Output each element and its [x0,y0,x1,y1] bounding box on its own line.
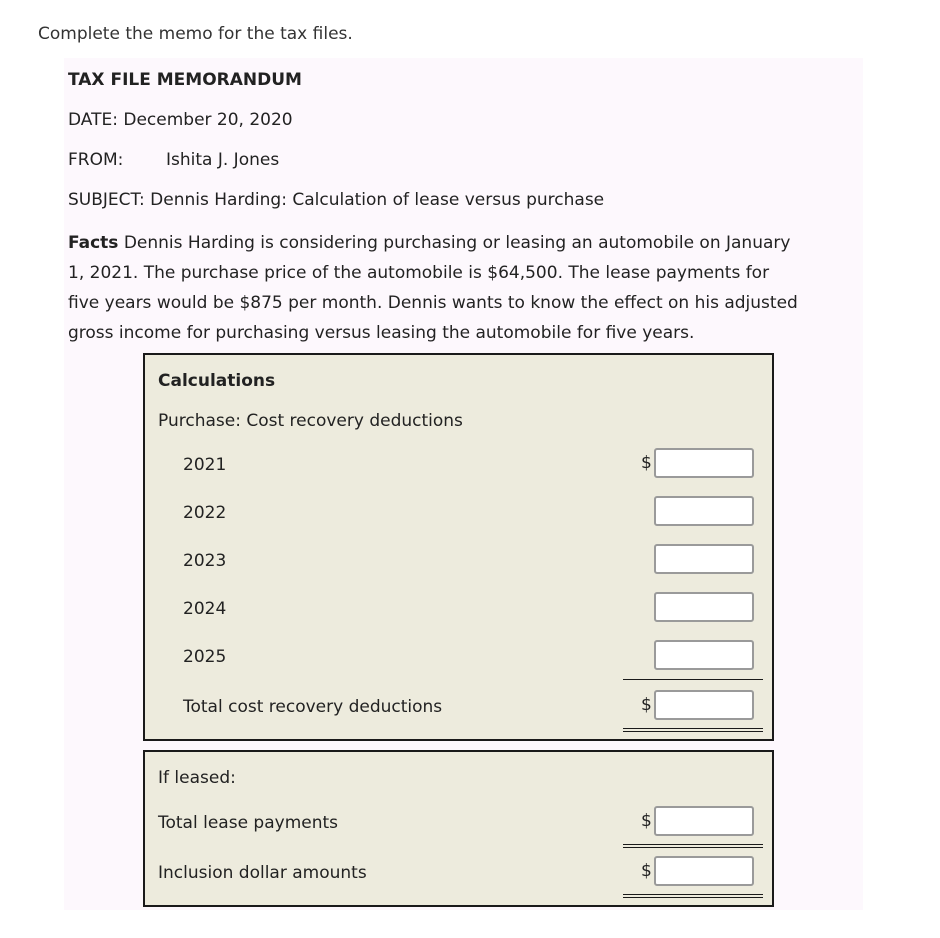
inclusion-double-rule-top [623,894,763,895]
year-label-2024: 2024 [183,599,227,619]
year-label-2022: 2022 [183,503,227,523]
purchase-subheading: Purchase: Cost recovery deductions [158,411,463,431]
memo-title: TAX FILE MEMORANDUM [68,70,302,90]
inclusion-double-rule-bottom [623,897,763,898]
year-label-2021: 2021 [183,455,227,475]
year-label-2025: 2025 [183,647,227,667]
total-lease-payments-input[interactable] [654,806,754,836]
facts-line-3: five years would be $875 per month. Dennis wants to know the effect on his adjusted [68,293,798,313]
total-lease-payments-label: Total lease payments [158,813,339,833]
memo-from [68,150,280,170]
deduction-input-2024[interactable] [654,592,754,622]
deduction-input-2021[interactable] [654,448,754,478]
tax-memo [64,58,863,910]
calculations-heading: Calculations [158,371,276,391]
memo-subject: SUBJECT: Dennis Harding: Calculation of lease versus purchase [68,190,605,210]
facts-label: Facts [68,233,119,253]
lease-double-rule-bottom [623,847,763,848]
inclusion-amounts-label: Inclusion dollar amounts [158,863,367,883]
total-double-rule-top [623,728,763,729]
facts-line-1: Facts Dennis Harding is considering purchasing or leasing an automobile on January [68,233,791,253]
year-label-2023: 2023 [183,551,227,571]
memo-date: DATE: December 20, 2020 [68,110,293,130]
memo-facts [68,228,858,348]
lease-box [143,750,774,907]
instruction-text: Complete the memo for the tax files. [38,24,353,44]
total-double-rule-bottom [623,731,763,732]
dollar-sign-2021: $ [641,453,652,473]
deduction-input-2025[interactable] [654,640,754,670]
inclusion-amounts-input[interactable] [654,856,754,886]
deduction-input-2023[interactable] [654,544,754,574]
facts-line-4: gross income for purchasing versus leasing the automobile for five years. [68,323,695,343]
subtotal-rule [623,679,763,680]
calculations-box [143,353,774,741]
total-deductions-label: Total cost recovery deductions [183,697,443,717]
deduction-input-2022[interactable] [654,496,754,526]
facts-line-2: 1, 2021. The purchase price of the automobile is $64,500. The lease payments for [68,263,770,283]
from-label: FROM: [68,150,124,170]
dollar-sign-inclusion: $ [641,861,652,881]
lease-double-rule-top [623,844,763,845]
from-name: Ishita J. Jones [166,150,280,170]
lease-heading: If leased: [158,768,236,788]
dollar-sign-total: $ [641,695,652,715]
dollar-sign-lease-payments: $ [641,811,652,831]
total-deductions-input[interactable] [654,690,754,720]
